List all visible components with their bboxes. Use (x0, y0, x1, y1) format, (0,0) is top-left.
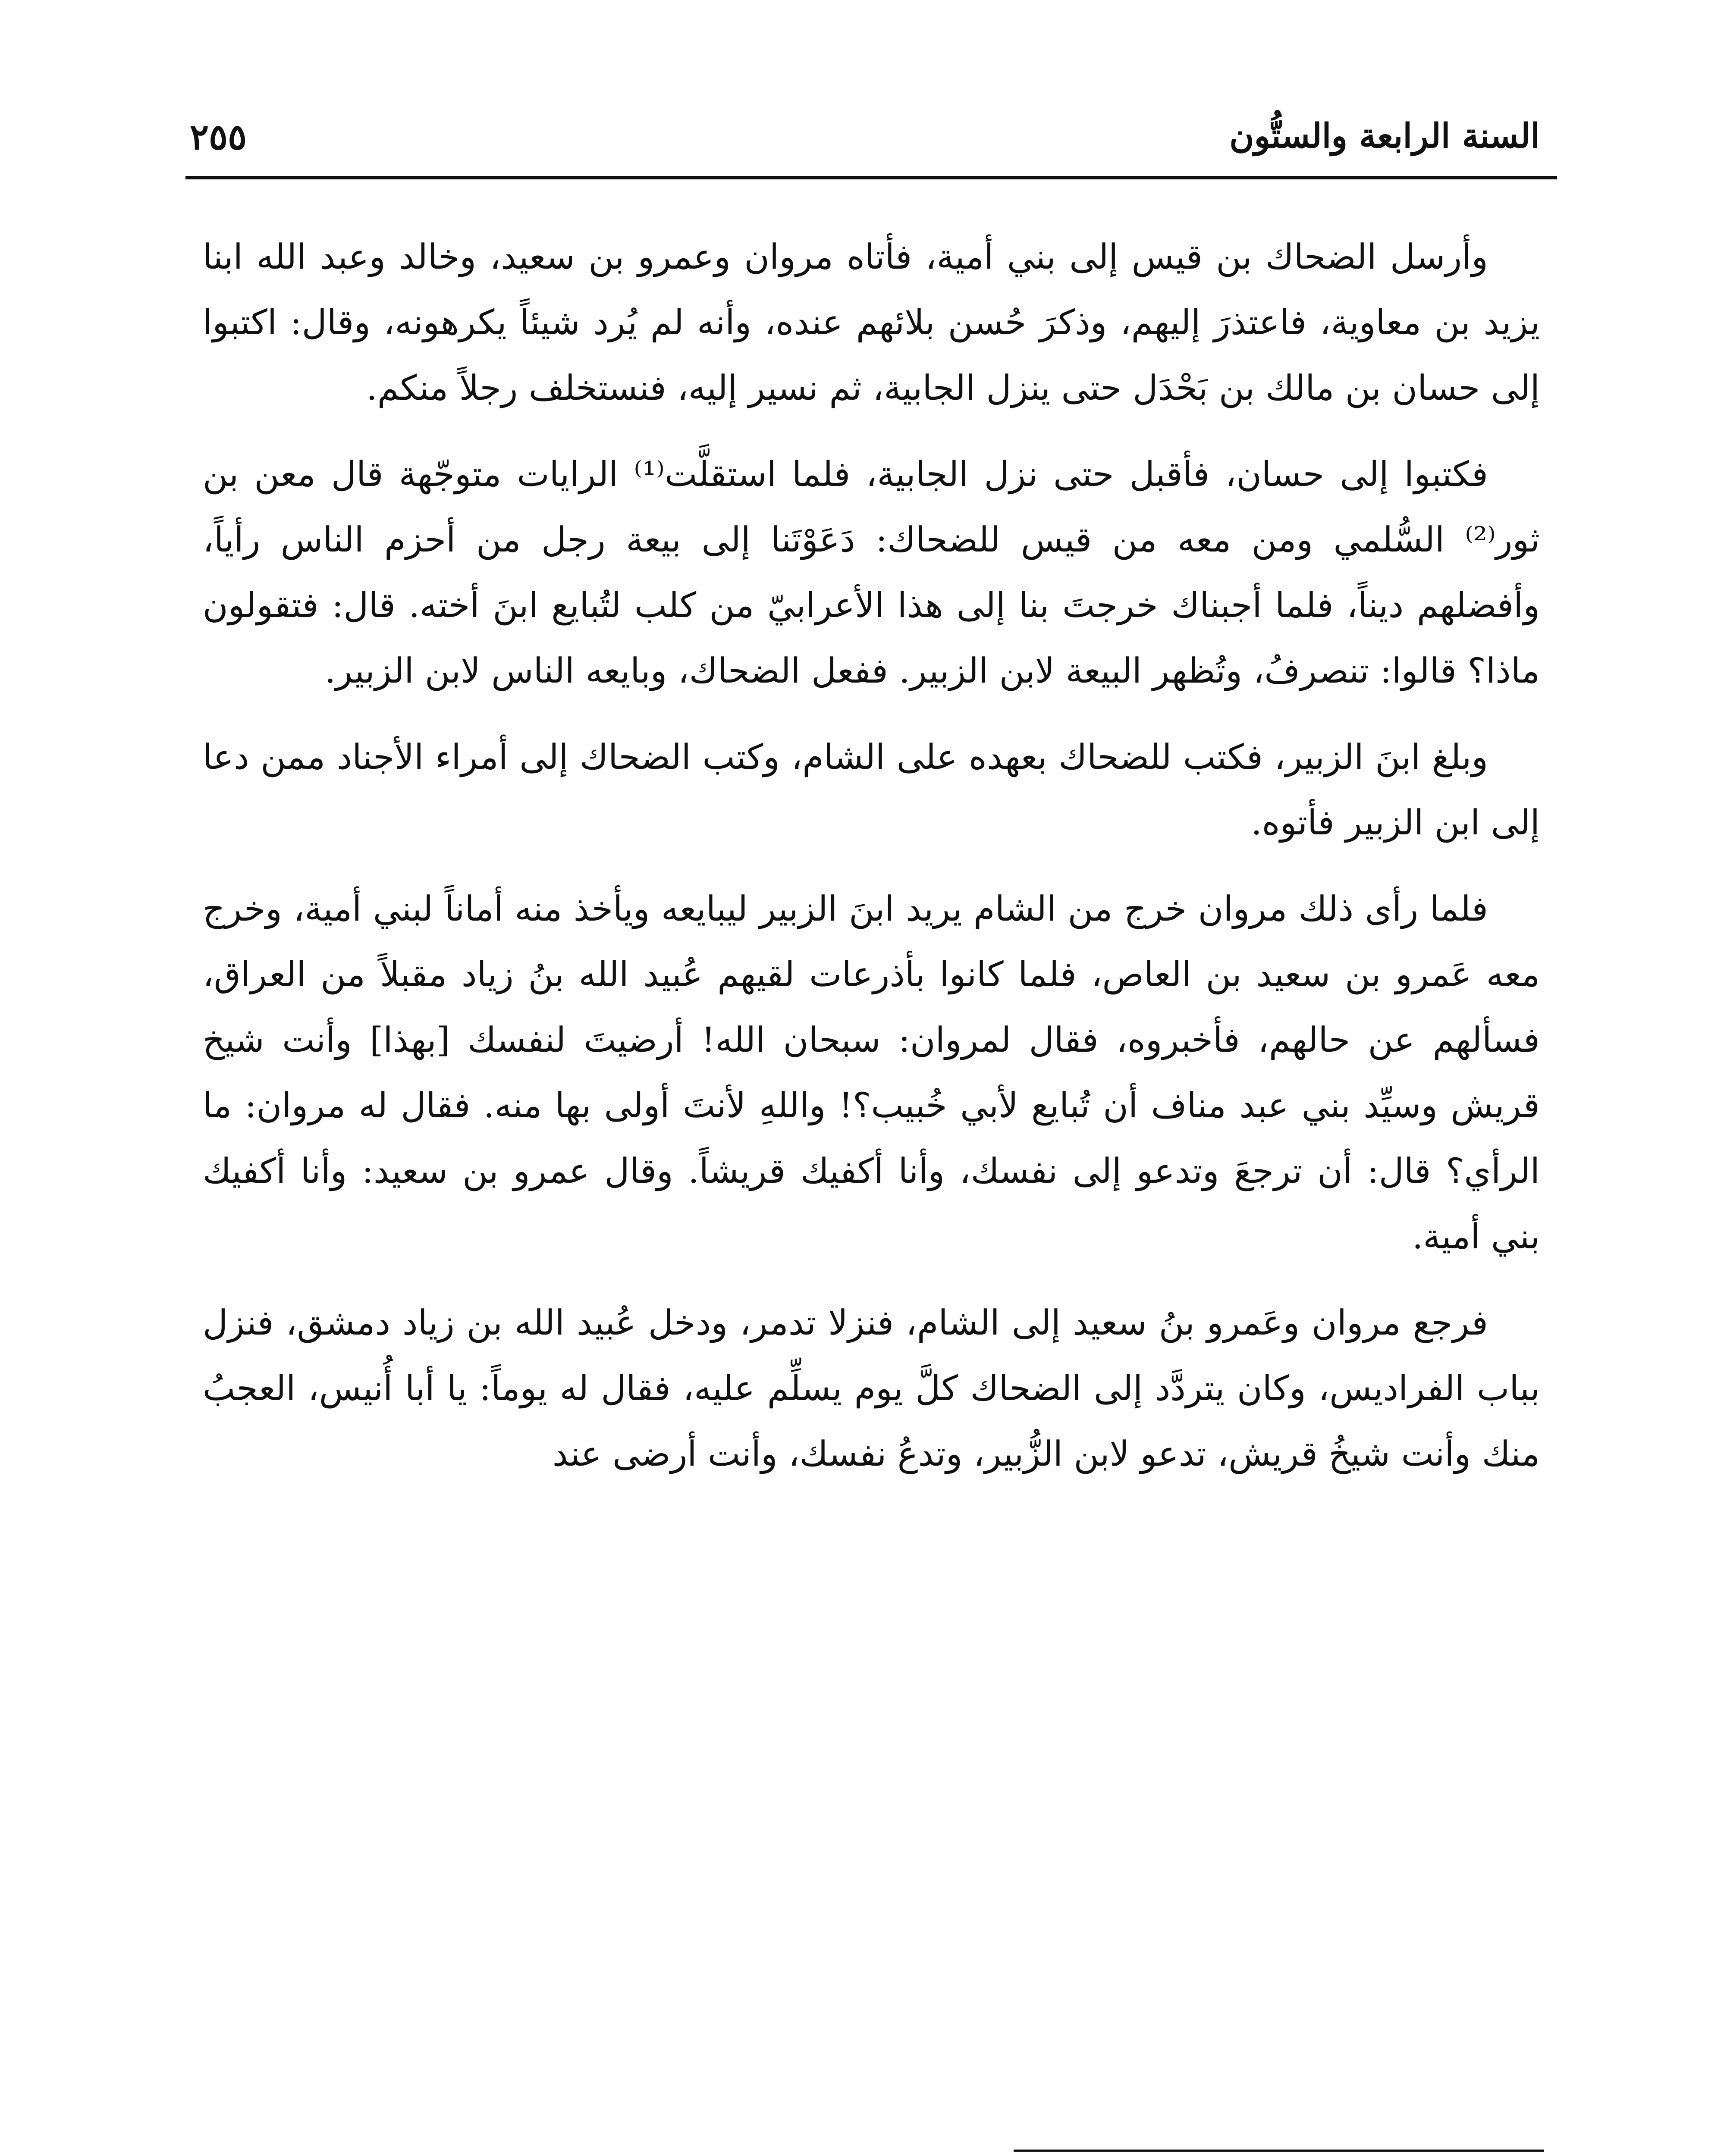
paragraph: فكتبوا إلى حسان، فأقبل حتى نزل الجابية، فلما استقلَّت⁽¹⁾ الرايات متوجّهة قال معن بن ثور⁽²⁾ السُّلمي ومن معه من قيس للضحاك: دَعَوْتَنا إلى بيعة رجل من أحزم الناس رأياً، وأفضلهم ديناً، فلما أجبناك خرجتَ بنا إلى هذا الأعرابيّ من كلب لتُبايع ابنَ أخته. قال: فتقولون ماذا؟ قالوا: تنصرفُ، وتُظهر البيعة لابن الزبير. ففعل الضحاك، وبايعه الناس لابن الزبير. (203, 454, 1540, 691)
paragraph: وأرسل الضحاك بن قيس إلى بني أمية، فأتاه مروان وعمرو بن سعيد، وخالد وعبد الله ابنا يزيد بن معاوية، فاعتذرَ إليهم، وذكرَ حُسن بلائهم عنده، وأنه لم يُرد شيئاً يكرهونه، وقال: اكتبوا إلى حسان بن مالك بن بَحْدَل حتى ينزل الجابية، ثم نسير إليه، فنستخلف رجلاً منكم. (203, 237, 1540, 408)
paragraph: فلما رأى ذلك مروان خرج من الشام يريد ابنَ الزبير ليبايعه ويأخذ منه أماناً لبني أمية، وخرج معه عَمرو بن سعيد بن العاص، فلما كانوا بأذرعات لقيهم عُبيد الله بنُ زياد مقبلاً من العراق، فسألهم عن حالهم، فأخبروه، فقال لمروان: سبحان الله! أرضيتَ لنفسك [بهذا] وأنت شيخ قريش وسيِّد بني عبد مناف أن تُبايع لأبي خُبيب؟! واللهِ لأنتَ أولى بها منه. فقال له مروان: ما الرأي؟ قال: أن ترجعَ وتدعو إلى نفسك، وأنا أكفيك قريشاً. وقال عمرو بن سعيد: وأنا أكفيك بني أمية. (203, 889, 1540, 1257)
header-rule (185, 176, 1557, 179)
running-title: السنة الرابعة والستُّون (1229, 116, 1540, 156)
footnote-rule (1014, 2150, 1544, 2152)
page-number: ٢٥٥ (190, 116, 247, 158)
paragraph: فرجع مروان وعَمرو بنُ سعيد إلى الشام، فنزلا تدمر، ودخل عُبيد الله بن زياد دمشق، فنزل بباب الفراديس، وكان يتردَّد إلى الضحاك كلَّ يوم يسلِّم عليه، فقال له يوماً: يا أبا أُنيس، العجبُ منك وأنت شيخُ قريش، تدعو لابن الزُّبير، وتدعُ نفسك، وأنت أرضى عند (203, 1303, 1540, 1474)
paragraph: وبلغ ابنَ الزبير، فكتب للضحاك بعهده على الشام، وكتب الضحاك إلى أمراء الأجناد ممن دعا إلى ابن الزبير فأتوه. (203, 737, 1540, 843)
main-text (203, 224, 1540, 1507)
page-header (185, 108, 1540, 172)
